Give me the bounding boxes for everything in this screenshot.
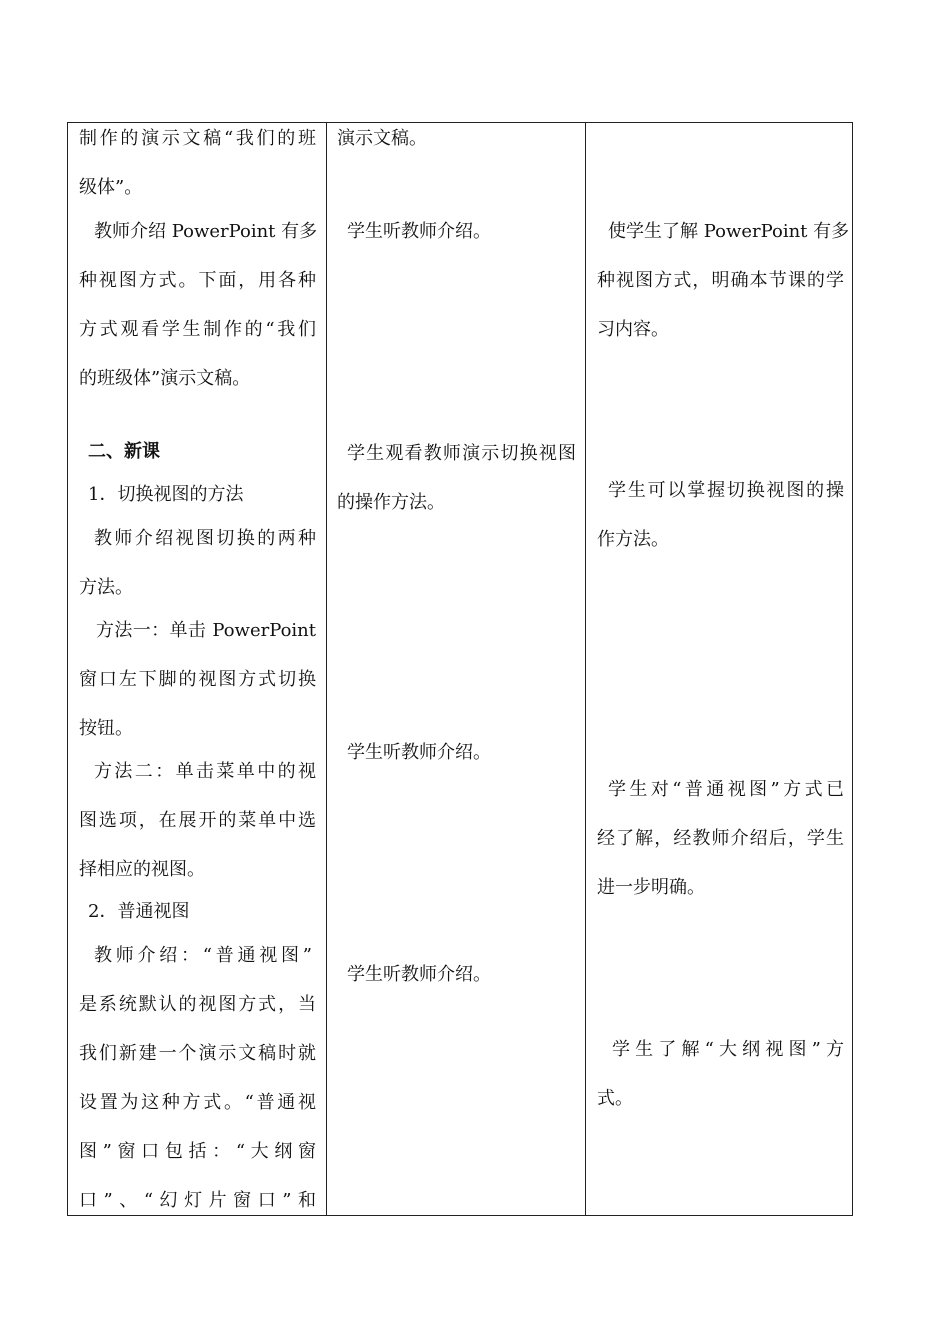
text-line: 种视图方式。下面，用各种	[79, 270, 316, 291]
text-line: 经了解，经教师介绍后，学生	[597, 828, 844, 849]
text-line: 窗口左下脚的视图方式切换	[79, 669, 316, 690]
subsection-heading: 1．切换视图的方法	[88, 484, 244, 505]
text-line: 方法一：单击 PowerPoint	[96, 620, 316, 641]
text-line: 方法二：单击菜单中的视	[94, 761, 316, 782]
text-line: 学生可以掌握切换视图的操	[608, 480, 844, 501]
text-line: 设置为这种方式。“普通视	[79, 1092, 316, 1113]
text-line: 演示文稿。	[337, 128, 427, 149]
text-line: 式。	[597, 1088, 633, 1109]
text-line: 学生对“普通视图”方式已	[608, 779, 844, 800]
text-line: 的班级体”演示文稿。	[79, 368, 251, 389]
section-heading: 二、新课	[88, 441, 160, 462]
text-line: 教师介绍：“普通视图”	[94, 945, 312, 966]
text-line: 作方法。	[597, 529, 669, 550]
text-line: 学生听教师介绍。	[347, 221, 491, 242]
text-line: 学生听教师介绍。	[347, 964, 491, 985]
text-line: 我们新建一个演示文稿时就	[79, 1043, 316, 1064]
text-line: 口”、“幻灯片窗口”和	[79, 1190, 316, 1211]
text-line: 学生听教师介绍。	[347, 742, 491, 763]
design-intent-column	[586, 123, 853, 1215]
text-line: 择相应的视图。	[79, 859, 205, 880]
text-line: 制作的演示文稿“我们的班	[79, 128, 316, 149]
text-line: 教师介绍视图切换的两种	[94, 528, 316, 549]
text-line: 学生观看教师演示切换视图	[347, 443, 576, 464]
text-line: 学生了解“大纲视图”方	[612, 1039, 844, 1060]
text-line: 使学生了解 PowerPoint 有多	[608, 221, 850, 242]
text-line: 图选项，在展开的菜单中选	[79, 810, 316, 831]
teacher-activity-column	[68, 123, 326, 1215]
text-line: 方法。	[79, 577, 133, 598]
text-line: 图”窗口包括：“大纲窗	[79, 1141, 316, 1162]
lesson-table	[67, 122, 853, 1216]
text-line: 教师介绍 PowerPoint 有多	[94, 221, 318, 242]
text-line: 的操作方法。	[337, 492, 445, 513]
text-line: 级体”。	[79, 177, 143, 198]
subsection-heading: 2．普通视图	[88, 901, 190, 922]
text-line: 种视图方式，明确本节课的学	[597, 270, 844, 291]
text-line: 按钮。	[79, 718, 133, 739]
text-line: 方式观看学生制作的“我们	[79, 319, 316, 340]
text-line: 习内容。	[597, 319, 669, 340]
text-line: 进一步明确。	[597, 877, 705, 898]
student-activity-column	[327, 123, 585, 1215]
text-line: 是系统默认的视图方式，当	[79, 994, 316, 1015]
